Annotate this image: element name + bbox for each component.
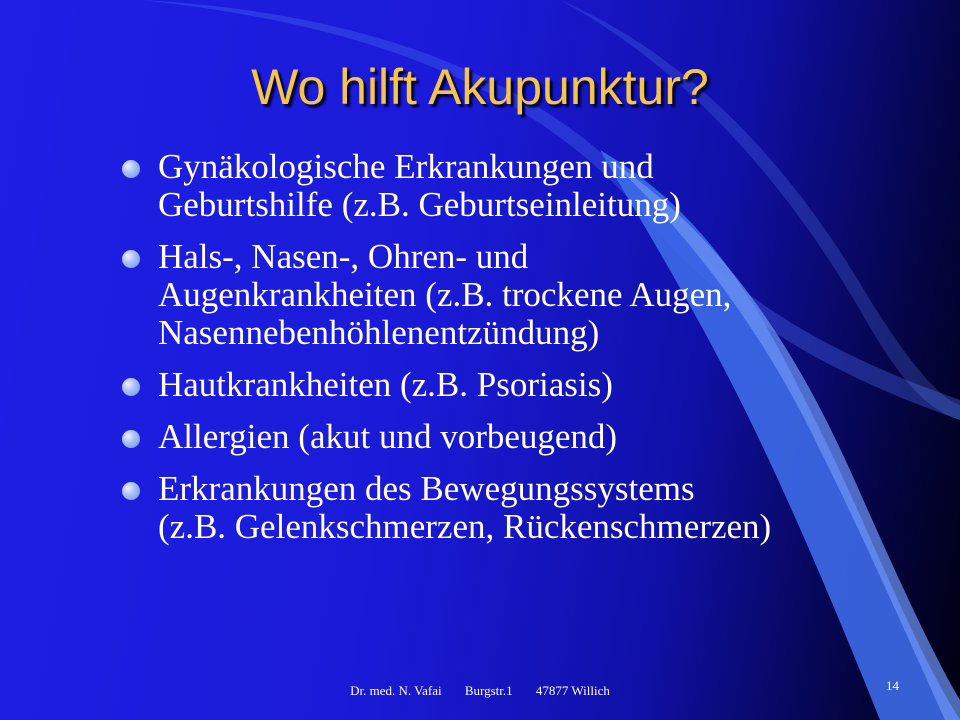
page-number: 14 [886, 678, 899, 693]
slide-footer [0, 683, 960, 699]
bullet-icon [122, 250, 140, 268]
footer-city: 47877 Willich [535, 683, 610, 698]
footer-author: Dr. med. N. Vafai [350, 683, 442, 698]
bullet-text-line: Nasennebenhöhlenentzündung) [158, 313, 600, 352]
bullet-text-line: Hautkrankheiten (z.B. Psoriasis) [158, 365, 613, 404]
bullet-text-line: Augenkrankheiten (z.B. trockene Augen, [158, 275, 732, 314]
bullet-icon [122, 430, 140, 448]
bullet-item-gynecology [122, 148, 912, 224]
bullet-icon [122, 160, 140, 178]
bullet-icon [122, 378, 140, 396]
bullet-text-line: Erkrankungen des Bewegungssystems [158, 469, 695, 508]
bullet-list [122, 148, 912, 560]
bullet-text-line: (z.B. Gelenkschmerzen, Rückenschmerzen) [158, 507, 772, 546]
footer-street: Burgstr.1 [464, 683, 513, 698]
bullet-item-allergies [122, 418, 912, 456]
bullet-icon [122, 482, 140, 500]
bullet-text-line: Hals-, Nasen-, Ohren- und [158, 237, 529, 276]
bullet-text-line: Gynäkologische Erkrankungen und [158, 147, 654, 186]
bullet-item-ent [122, 238, 912, 352]
bullet-item-musculoskeletal [122, 470, 912, 546]
slide-title: Wo hilft Akupunktur? [251, 59, 709, 115]
bullet-item-skin [122, 366, 912, 404]
bullet-text-line: Allergien (akut und vorbeugend) [158, 417, 618, 456]
bullet-text-line: Geburtshilfe (z.B. Geburtseinleitung) [158, 185, 681, 224]
